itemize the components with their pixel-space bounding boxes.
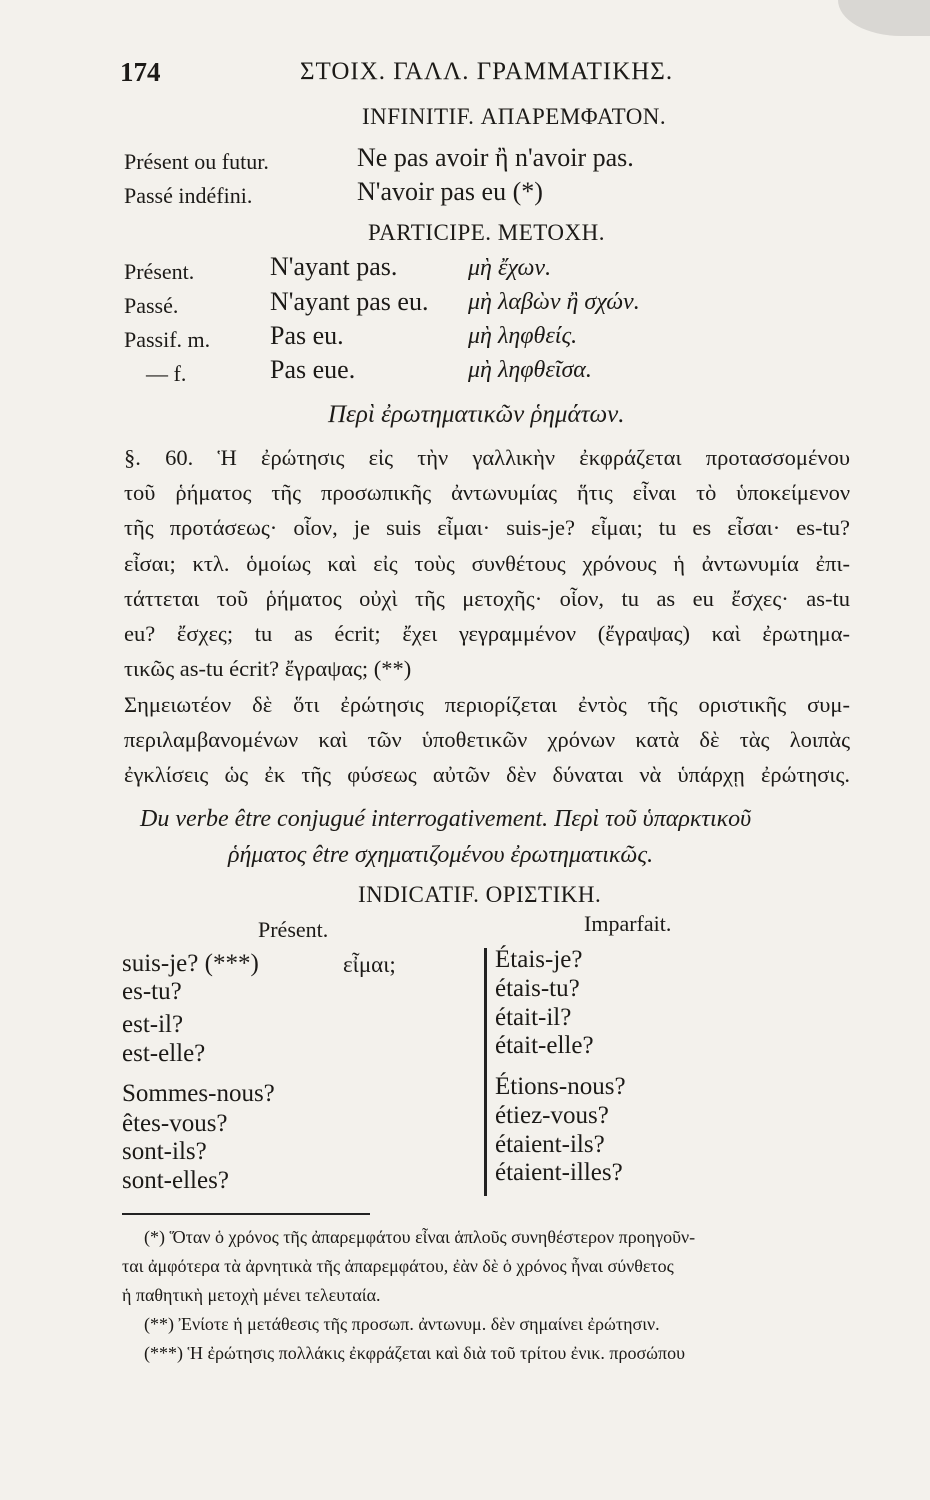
page-corner-shadow: [838, 0, 930, 36]
imparfait-form: était-elle?: [495, 1032, 594, 1059]
participe-passe-french: N'ayant pas eu.: [270, 287, 429, 316]
imparfait-form: étais-tu?: [495, 975, 580, 1002]
participe-passif-m-french: Pas eu.: [270, 321, 344, 350]
present-form: sont-ils?: [122, 1138, 207, 1165]
participe-label-present: Présent.: [124, 259, 195, 284]
footnote-line: (**) Ἐνίοτε ἡ μετάθεσις τῆς προσωπ. ἀντωνυμ. δὲν σημαίνει ἐρώτησιν.: [144, 1314, 660, 1334]
paragraph-line: τοῦ ῥήματος τῆς προσωπικῆς ἀντωνυμίας ἥτις εἶναι τὸ ὑποκείμενον: [124, 480, 850, 506]
infinitif-passe-french: N'avoir pas eu (*): [357, 177, 543, 206]
paragraph-line: τῆς προτάσεως· οἷον, je suis εἶμαι· suis-je? εἶμαι; tu es εἶσαι· es-tu?: [124, 515, 850, 541]
present-form: sont-elles?: [122, 1167, 229, 1194]
indicatif-heading: INDICATIF. ΟΡΙΣΤΙΚΗ.: [358, 882, 602, 907]
participe-present-french: N'ayant pas.: [270, 252, 398, 281]
imparfait-form: étaient-illes?: [495, 1159, 623, 1186]
paragraph-line: Σημειωτέον δὲ ὅτι ἐρώτησις περιορίζεται ἐντὸς τῆς οριστικῆς συμ-: [124, 692, 850, 717]
paragraph-line: τάττεται τοῦ ῥήματος οὐχὶ τῆς μετοχῆς· οἷον, tu as eu ἔσχες· as-tu: [124, 585, 850, 611]
paragraph-note: [124, 687, 850, 793]
participe-heading: PARTICIPE. ΜΕΤΟΧΗ.: [368, 220, 606, 245]
column-divider: [484, 948, 487, 1196]
running-title: ΣΤΟΙΧ. ΓΑΛΛ. ΓΡΑΜΜΑΤΙΚΗΣ.: [300, 58, 674, 85]
footnotes: [122, 1223, 848, 1368]
infinitif-label-present: Présent ou futur.: [124, 149, 269, 174]
present-form: es-tu?: [122, 978, 182, 1005]
paragraph-line: ἐγκλίσεις ὡς ἐκ τῆς φύσεως αὐτῶν δὲν δύναται νὰ ὑπάρχῃ ἐρώτησις.: [124, 762, 850, 788]
imparfait-column-label: Imparfait.: [584, 911, 672, 936]
paragraph-line: §. 60. Ἡ ἐρώτησις εἰς τὴν γαλλικὴν ἐκφράζεται προτασσομένου: [124, 445, 850, 470]
present-form: suis-je? (***): [122, 950, 259, 977]
participe-label-passe: Passé.: [124, 293, 179, 318]
footnote-line: ται ἀμφότερα τὰ ἀρνητικὰ τῆς ἀπαρεμφάτου, ἐὰν δὲ ὁ χρόνος ἦναι σύνθετος: [122, 1256, 674, 1276]
footnote-line: ἡ παθητικὴ μετοχὴ μένει τελευταία.: [122, 1285, 381, 1305]
paragraph-line: τικῶς as-tu écrit? ἔγραψας; (**): [124, 656, 412, 682]
participe-passe-greek: μὴ λαβὼν ἢ σχών.: [468, 289, 640, 315]
present-column-label: Présent.: [258, 917, 329, 942]
present-form: est-il?: [122, 1011, 184, 1038]
footnote-rule: [122, 1213, 370, 1215]
participe-label-passif-f: — f.: [146, 361, 187, 386]
paragraph-line: περιλαμβανομένων καὶ τῶν ὑποθετικῶν χρόνων κατὰ δὲ τὰς λοιπὰς: [124, 727, 850, 753]
imparfait-form: étaient-ils?: [495, 1131, 605, 1158]
participe-passif-f-french: Pas eue.: [270, 355, 356, 384]
subtitle-line-2: ῥήματος être σχηματιζομένου ἐρωτηματικῶς.: [228, 842, 654, 868]
participe-present-greek: μὴ ἔχων.: [468, 255, 552, 281]
footnote-line: (***) Ἡ ἐρώτησις πολλάκις ἐκφράζεται καὶ διὰ τοῦ τρίτου ἐνικ. προσώπου: [144, 1343, 685, 1363]
present-form: Sommes-nous?: [122, 1080, 275, 1107]
page-number: 174: [120, 57, 161, 87]
imparfait-form: Étais-je?: [495, 946, 583, 973]
footnote-line: (*) Ὅταν ὁ χρόνος τῆς ἀπαρεμφάτου εἶναι ἁπλοῦς συνηθέστερον προηγοῦν-: [144, 1227, 696, 1247]
present-form: est-elle?: [122, 1040, 206, 1067]
subtitle-line-1: Du verbe être conjugué interrogativement. Περὶ τοῦ ὑπαρκτικοῦ: [140, 806, 752, 832]
participe-label-passif-m: Passif. m.: [124, 327, 211, 352]
infinitif-heading: INFINITIF. ΑΠΑΡΕΜΦΑΤΟΝ.: [362, 104, 667, 129]
infinitif-present-french: Ne pas avoir ἢ n'avoir pas.: [357, 143, 634, 172]
imparfait-form: étiez-vous?: [495, 1102, 609, 1129]
infinitif-label-passe: Passé indéfini.: [124, 183, 253, 208]
paragraph-line: eu? ἔσχες; tu as écrit; ἔχει γεγραμμένον (ἔγραψας) καὶ ἐρωτημα-: [124, 621, 850, 647]
present-greek: εἶμαι;: [343, 952, 396, 977]
participe-passif-m-greek: μὴ ληφθείς.: [468, 323, 578, 349]
participe-passif-f-greek: μὴ ληφθεῖσα.: [468, 357, 592, 383]
present-form: êtes-vous?: [122, 1110, 228, 1137]
imparfait-form: était-il?: [495, 1004, 572, 1031]
paragraph-60: [124, 440, 850, 686]
paragraph-line: εἶσαι; κτλ. ὁμοίως καὶ εἰς τοὺς συνθέτους χρόνους ἡ ἀντωνυμία ἐπι-: [124, 550, 850, 576]
imparfait-form: Étions-nous?: [495, 1073, 626, 1100]
section-title: Περὶ ἐρωτηματικῶν ῥημάτων.: [328, 401, 625, 428]
